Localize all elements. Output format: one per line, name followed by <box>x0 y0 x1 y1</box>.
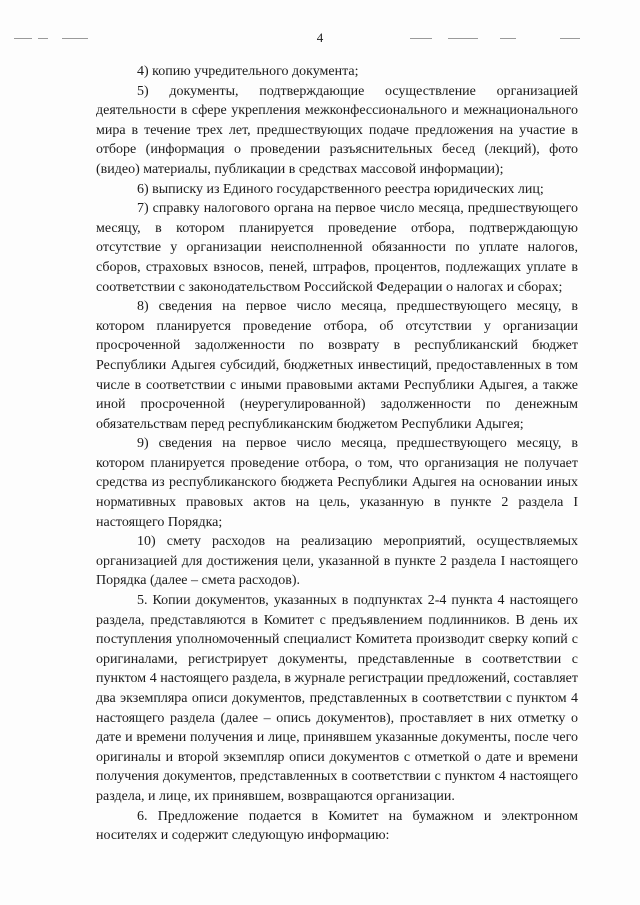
paragraph-item-4: 4) копию учредительного документа; <box>137 64 359 79</box>
paragraph-clause-6: 6. Предложение подается в Комитет на бумажном и электронном носителях и содержит следующую информацию: <box>96 808 578 844</box>
paragraph-item-8: 8) сведения на первое число месяца, предшествующего месяцу, в котором планируется проведение отбора, об отсутствии у организации просроченной задолженности по возврату в республиканский бюджет Республики Адыгея субсидий, бюджетных инвестиций, предоставленных в том числе в соответствии с иными правовыми актами Республики Адыгея, а также иной просроченной (неурегулированной) задолженности по денежным обязательствам перед республиканским бюджетом Республики Адыгея; <box>96 299 578 432</box>
paragraph-clause-5: 5. Копии документов, указанных в подпунктах 2-4 пункта 4 настоящего раздела, представляются в Комитет с предъявлением подлинников. В день их поступления уполномоченный специалист Комитета производит сверку копий с оригиналами, регистрирует документы, представленные в соответствии с пунктом 4 настоящего раздела, в журнале регистрации предложений, составляет два экземпляра описи документов, представленных в соответствии с пунктом 4 настоящего раздела (далее – опись документов), проставляет в них отметку о дате и времени получения и лице, принявшем указанные документы, после чего оригиналы и второй экземпляр описи документов с отметкой о дате и времени получения документов, представленных в соответствии с пунктом 4 настоящего раздела, и лице, их принявшем, возвращаются организации. <box>96 593 578 804</box>
document-body <box>96 62 578 846</box>
paragraph-item-5: 5) документы, подтверждающие осуществление организацией деятельности в сфере укрепления межконфессионального и межнационального мира в течение трех лет, предшествующих подаче предложения на участие в отборе (информация о проведении разъяснительных бесед (лекций), фото (видео) материалы, публикации в средствах массовой информации); <box>96 83 578 177</box>
paragraph-item-10: 10) смету расходов на реализацию мероприятий, осуществляемых организацией для достижения цели, указанной в пункте 2 раздела I настоящего Порядка (далее – смета расходов). <box>96 534 578 589</box>
paragraph-item-7: 7) справку налогового органа на первое число месяца, предшествующего месяцу, в котором планируется проведение отбора, подтверждающую отсутствие у организации неисполненной обязанности по уплате налогов, сборов, страховых взносов, пеней, штрафов, процентов, подлежащих уплате в соответствии с законодательством Российской Федерации о налогах и сборах; <box>96 201 578 295</box>
scan-artifact-line <box>0 38 640 46</box>
page-number: 4 <box>316 30 324 45</box>
paragraph-item-9: 9) сведения на первое число месяца, предшествующего месяцу, в котором планируется проведение отбора, о том, что организация не получает средства из республиканского бюджета Республики Адыгея на основании иных нормативных правовых актов на цель, указанную в пункте 2 раздела I настоящего Порядка; <box>96 436 578 530</box>
paragraph-item-6: 6) выписку из Единого государственного реестра юридических лиц; <box>137 181 544 197</box>
